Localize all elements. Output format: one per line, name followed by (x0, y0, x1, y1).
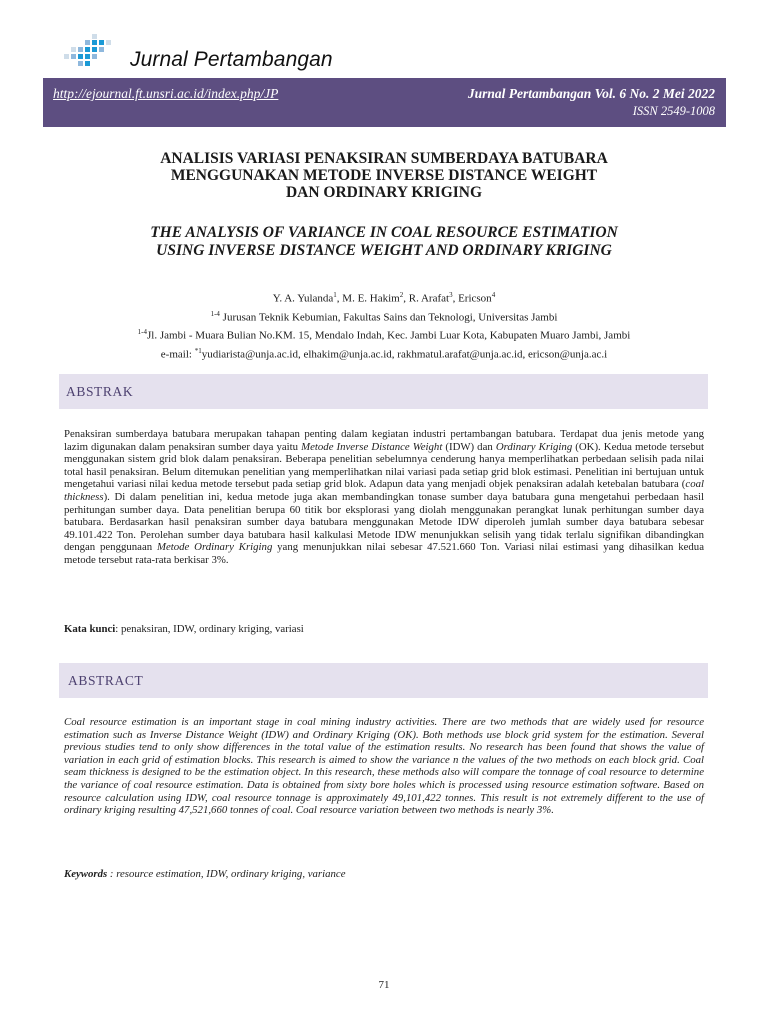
abstrak-paragraph (64, 428, 704, 567)
address: Jl. Jambi - Muara Bulian No.KM. 15, Mendalo Indah, Kec. Jambi Luar Kota, Kabupaten Muaro Jambi, Jambi (147, 329, 631, 342)
author-name: M. E. Hakim (342, 292, 400, 305)
author-line: Y. A. Yulanda$^1$, M. E. Hakim$^2$, R. Arafat$^3$, Ericson$^4$ (272, 291, 496, 305)
abstrak-italic-term: Metode Ordinary Kriging (156, 541, 273, 554)
kata-kunci-label: Kata kunci (64, 623, 116, 635)
abstrak-italic-term: coal thickness (64, 478, 704, 503)
keywords (64, 868, 704, 881)
title-id-line: MENGGUNAKAN METODE INVERSE DISTANCE WEIGHT (170, 167, 598, 184)
kata-kunci-text: : penaksiran, IDW, ordinary kriging, variasi (115, 623, 304, 635)
journal-url-link[interactable]: http://ejournal.ft.unsri.ac.id/index.php/JP (53, 86, 279, 101)
journal-logo (64, 34, 112, 68)
kata-kunci (64, 623, 704, 636)
journal-name: Jurnal Pertambangan (130, 48, 333, 71)
title-english (60, 224, 708, 260)
abstrak-text-part: yang menunjukkan nilai sebesar 47.521.660 Ton. Variasi nilai estimasi yang dihasilkan kedua metode tersebut rata-rata berkisar 3%. (64, 541, 704, 566)
title-id-line: ANALISIS VARIASI PENAKSIRAN SUMBERDAYA BATUBARA (160, 150, 608, 167)
author-name: Y. A. Yulanda (272, 292, 334, 305)
title-indonesian (60, 150, 708, 201)
email-line (60, 344, 708, 363)
volume-info: Jurnal Pertambangan Vol. 6 No. 2 Mei 2022 (467, 86, 715, 101)
abstrak-text-part: ). Di dalam penelitian ini, kedua metode juga akan membandingkan tonase sumber daya batubara guna mengetahui perbedaan hasil perhitungan sumber daya. Data penelitian berupa 60 titik bor eksplorasi yang diolah menggunakan perangkat lunak perhitungan sumber daya batubara. Berdasarkan hasil penaksiran sumber daya batubara menggunakan Metode IDW diperoleh jumlah sumber daya batubara sebesar 49.101.422 Ton. Perolehan sumber daya batubara hasil kalkulasi Metode IDW menunjukkan selisih yang tidak terlalu signifikan dibandingkan dengan penggunaan (64, 490, 704, 554)
author-sup: 4 (491, 291, 496, 299)
affiliation-sup: 1-4 (210, 309, 220, 318)
issn: ISSN 2549-1008 (632, 104, 715, 118)
abstract-paragraph: Coal resource estimation is an important stage in coal mining industry activities. There are two methods that are widely used for resource estimation such as Inverse Distance Weight (IDW) and Ordinary Kriging (OK). Both methods use block grid system for the estimation. Several previous studies tend to only show differences in the total value of the estimation results. No research has been found that shows the value of variation in each grid of estimation blocks. This research is aimed to show the variance n the values of the two methods on each block grid. Coal seam thickness is designed to be the estimation object. In this research, these methods also will compare the tonnage of coal resource to determine the variance of coal resource estimation. Data is obtained from sixty bore holes which is processed using resource estimation software. Based on resource calculation using IDW, coal resource tonnage is approximately 49,101,422 tonnes. This result is not extremely different to the use of ordinary kriging resulting 47,521,660 tonnes of coal. Coal resource variation between two methods is nearly 3%. (64, 716, 704, 817)
email-label: e-mail: (160, 348, 192, 361)
abstrak-text-part: Penaksiran sumberdaya batubara merupakan tahapan penting dalam kegiatan industri pertambangan batubara. Terdapat dua jenis metode yang lazim digunakan dalam penaksiran sumber daya yaitu (64, 428, 704, 453)
author-name: R. Arafat (408, 292, 450, 305)
abstrak-text-part: (OK). Kedua metode tersebut menggunakan sistem grid blok dalam penaksiran. Beberapa penelitian sebelumnya cenderung hanya memperlihatkan perbedaan selisih pada nilai total hasil penaksiran. Belum ditemukan penelitian yang memperlihatkan nilai variasi pada setiap grid blok estimasi. Penelitian ini bertujuan untuk mengetahui variasi nilai kedua metode tersebut pada setiap grid blok. Adapun data yang menjadi objek penaksiran adalah ketebalan batubara ( (64, 440, 704, 491)
affiliation-line (60, 307, 708, 326)
address-line (60, 325, 708, 344)
abstrak-heading: ABSTRAK (66, 384, 134, 399)
author-sup: 1 (333, 291, 337, 299)
author-sup: 3 (449, 291, 453, 299)
abstrak-text-part: (IDW) dan (442, 440, 496, 453)
address-sup: 1-4 (137, 328, 148, 337)
page-number: 71 (378, 979, 390, 991)
author-sup: 2 (399, 291, 404, 299)
abstrak-italic-term: Ordinary Kriging (495, 440, 573, 453)
abstrak-section-header (59, 374, 708, 409)
email-sup: *1 (194, 346, 202, 355)
author-name: Ericson (458, 292, 492, 305)
title-id-line: DAN ORDINARY KRIGING (285, 184, 483, 201)
keywords-text: : resource estimation, IDW, ordinary kriging, variance (107, 868, 346, 880)
abstract-section-header (59, 663, 708, 698)
title-en-line: USING INVERSE DISTANCE WEIGHT AND ORDINARY KRIGING (156, 242, 612, 259)
header-banner (43, 78, 726, 127)
abstract-heading: ABSTRACT (68, 673, 144, 688)
affiliation: Jurusan Teknik Kebumian, Fakultas Sains dan Teknologi, Universitas Jambi (222, 311, 558, 324)
abstrak-italic-term: Metode Inverse Distance Weight (301, 440, 443, 453)
keywords-label: Keywords (64, 868, 108, 880)
authors-block (60, 288, 708, 363)
title-en-line: THE ANALYSIS OF VARIANCE IN COAL RESOURCE ESTIMATION (150, 224, 618, 241)
email-addresses: yudiarista@unja.ac.id, elhakim@unja.ac.id, rakhmatul.arafat@unja.ac.id, ericson@unja.ac.i (201, 348, 608, 361)
